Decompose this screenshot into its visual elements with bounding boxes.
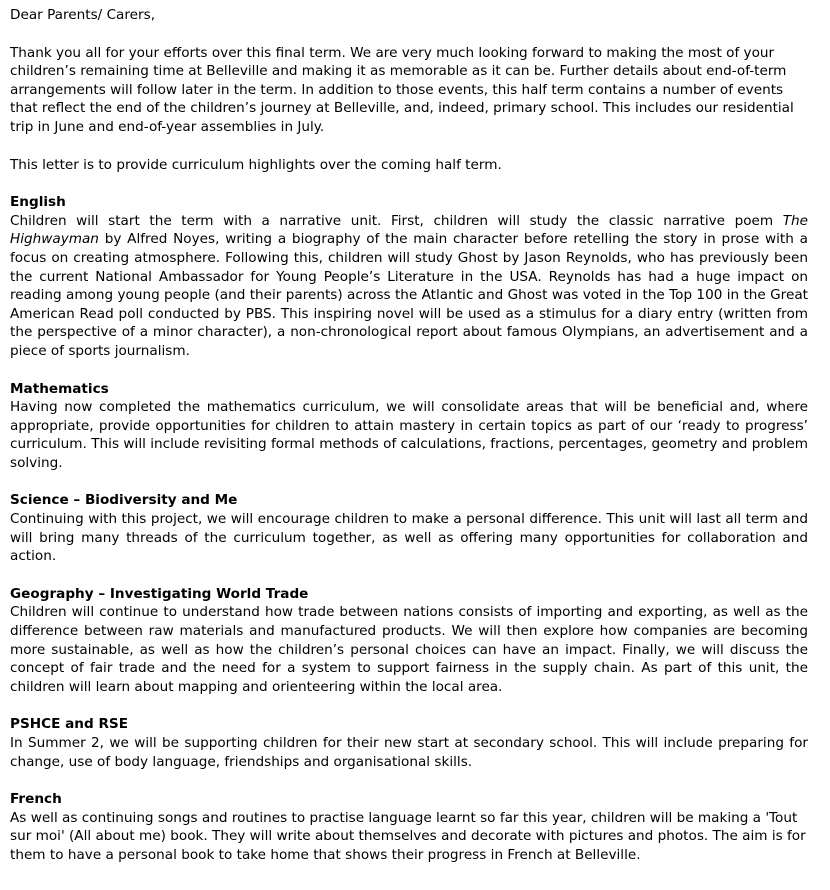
greeting: Dear Parents/ Carers, — [10, 7, 156, 23]
section-body-pshce: In Summer 2, we will be supporting children for their new start at secondary school. This will include preparing for change, use of body language, friendships and organisational skills. — [10, 735, 808, 770]
section-body-geography: Children will continue to understand how trade between nations consists of importing and exporting, as well as the difference between raw materials and manufactured products. We will then explore how companies are becoming more sustainable, as well as how the children’s personal choices can have an impact. Finally, we will discuss the concept of fair trade and the need for a system to support fairness in the supply chain. As part of this unit, the children will learn about mapping and orienteering within the local area. — [10, 604, 808, 695]
section-body-science: Continuing with this project, we will encourage children to make a personal difference. This unit will last all term and will bring many threads of the curriculum together, as well as offering many opportunities for collaboration and action. — [10, 511, 808, 565]
spacer — [10, 696, 808, 715]
spacer — [10, 771, 808, 790]
section-title-science: Science – Biodiversity and Me — [10, 492, 238, 509]
section-body-mathematics: Having now completed the mathematics curriculum, we will consolidate areas that will be beneficial and, where appropriate, provide opportunities for children to attain mastery in certain topics as part of our ‘ready to progress’ curriculum. This will include revisiting formal methods of calculations, fractions, percentages, geometry and problem solving. — [10, 399, 808, 471]
poem-title: The Highwayman — [10, 212, 808, 248]
section-title-french: French — [10, 791, 62, 808]
spacer — [10, 566, 808, 585]
section-title-mathematics: Mathematics — [10, 380, 109, 397]
spacer — [10, 361, 808, 380]
english-body-end: by Alfred Noyes, writing a biography of the main character before retelling the story in prose with a focus on creating atmosphere. Following this, children will study Ghost by Jason Reynolds, who has previously been the current National Ambassador for Young People’s Literature in the USA. Reynolds has had a huge impact on reading among young people (and their parents) across the Atlantic and Ghost was voted in the Top 100 in the Great American Read poll conducted by PBS. This inspiring novel will be used as a stimulus for a diary entry (written from the perspective of a minor character), a non-chronological report about famous Olympians, an advertisement and a piece of sports journalism. — [10, 231, 808, 359]
spacer — [10, 472, 808, 491]
spacer — [10, 25, 808, 44]
intro-paragraph: Thank you all for your efforts over this final term. We are very much looking forward to making the most of your children’s remaining time at Belleville and making it as memorable as it can be. Further details about end-of-term arrangements will follow later in the term. In addition to those events, this half term contains a number of events that reflect the end of the children’s journey at Belleville, and, indeed, primary school. This includes our residential trip in June and end-of-year assemblies in July. — [10, 44, 794, 135]
section-title-pshce: PSHCE and RSE — [10, 716, 128, 733]
spacer — [10, 137, 808, 156]
english-body-start: Children will start the term with a narrative unit. First, children will study the classic narrative poem — [10, 212, 783, 229]
purpose-paragraph: This letter is to provide curriculum highlights over the coming half term. — [10, 156, 502, 173]
section-body-english — [10, 212, 808, 361]
section-title-geography: Geography – Investigating World Trade — [10, 585, 309, 602]
section-title-english: English — [10, 194, 66, 211]
section-body-french: As well as continuing songs and routines to practise language learnt so far this year, children will be making a 'Tout sur moi' (All about me) book. They will write about themselves and decorate with pictures and photos. The aim is for them to have a personal book to take home that shows their progress in French at Belleville. — [10, 809, 806, 863]
spacer — [10, 174, 808, 193]
